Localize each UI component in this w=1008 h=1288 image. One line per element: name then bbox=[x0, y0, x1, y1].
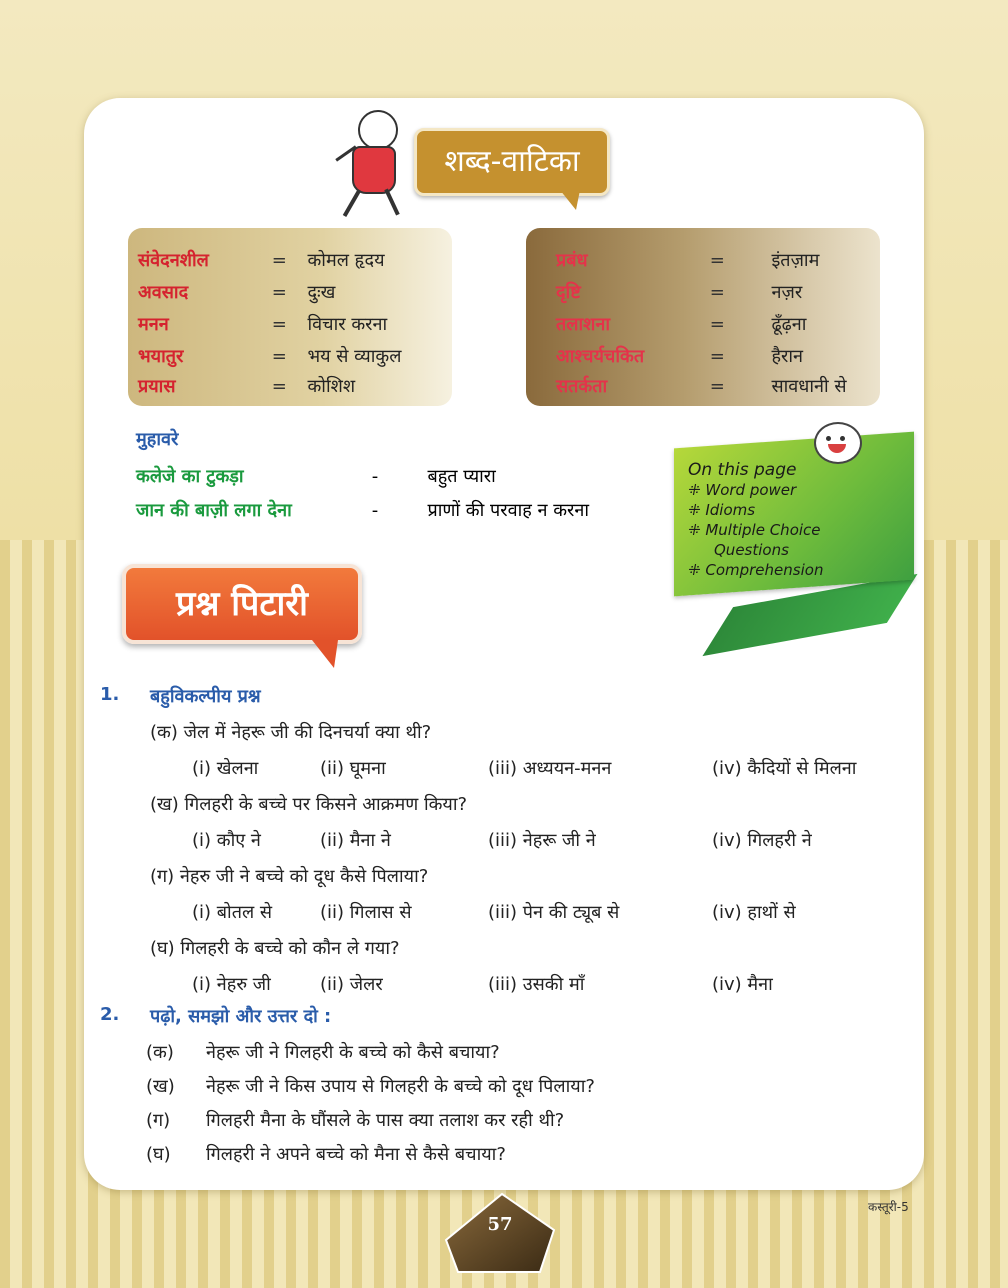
mcq-option: (ii) जेलर bbox=[320, 974, 383, 995]
banner-text bbox=[688, 460, 823, 580]
item-label: (ग) bbox=[146, 1110, 171, 1131]
comprehension-item bbox=[146, 1074, 595, 1098]
vocab-equals: = bbox=[271, 314, 287, 335]
mcq-option: (iii) उसकी माँ bbox=[488, 974, 585, 995]
item-label: (घ) bbox=[146, 1144, 171, 1165]
vocab-meaning: नज़र bbox=[771, 282, 803, 303]
vocab-meaning: विचार करना bbox=[307, 314, 388, 335]
idioms-heading: मुहावरे bbox=[136, 429, 179, 450]
vocab-word: सतर्कता bbox=[556, 376, 608, 397]
question-number: 2. bbox=[100, 1004, 120, 1025]
question-heading: बहुविकल्पीय प्रश्न bbox=[150, 686, 261, 707]
question-number: 1. bbox=[100, 684, 120, 705]
vocab-row bbox=[138, 342, 401, 372]
vocab-word: अवसाद bbox=[138, 282, 189, 303]
title-callout-tail bbox=[560, 190, 580, 210]
page-number: 57 bbox=[487, 1214, 513, 1235]
mcq-option: (iv) कैदियों से मिलना bbox=[712, 758, 857, 779]
vocab-row bbox=[138, 310, 387, 340]
vocab-word: संवेदनशील bbox=[138, 250, 209, 271]
comprehension-item bbox=[146, 1108, 564, 1132]
vocab-meaning: ढूँढ़ना bbox=[771, 314, 807, 335]
vocab-equals: = bbox=[271, 250, 287, 271]
item-text: गिलहरी ने अपने बच्चे को मैना से कैसे बचाया? bbox=[206, 1144, 506, 1165]
item-label: (क) bbox=[146, 1042, 174, 1063]
idiom-phrase: जान की बाज़ी लगा देना bbox=[136, 500, 292, 521]
vocab-word: भयातुर bbox=[138, 346, 184, 367]
mcq-option: (iii) पेन की ट्यूब से bbox=[488, 902, 620, 923]
vocab-row bbox=[138, 246, 385, 276]
mcq-question: (ख) गिलहरी के बच्चे पर किसने आक्रमण किया? bbox=[150, 794, 468, 815]
idiom-row bbox=[136, 464, 496, 488]
vocab-row bbox=[138, 372, 355, 402]
mcq-option: (iv) मैना bbox=[712, 974, 773, 995]
mcq-option: (iii) नेहरू जी ने bbox=[488, 830, 596, 851]
banner-item: ⁜ Multiple Choice bbox=[688, 521, 821, 539]
mcq-option: (ii) मैना ने bbox=[320, 830, 391, 851]
banner-item: ⁜ Idioms bbox=[688, 501, 756, 519]
item-text: नेहरू जी ने किस उपाय से गिलहरी के बच्चे को दूध पिलाया? bbox=[206, 1076, 595, 1097]
vocab-row bbox=[556, 342, 803, 372]
question-heading: पढ़ो, समझो और उत्तर दो : bbox=[150, 1006, 332, 1027]
header bbox=[330, 102, 620, 222]
comprehension-item bbox=[146, 1040, 500, 1064]
vocab-row bbox=[138, 278, 335, 308]
vocab-word: मनन bbox=[138, 314, 169, 335]
mcq-option: (iii) अध्ययन-मनन bbox=[488, 758, 612, 779]
vocab-word: दृष्टि bbox=[556, 282, 581, 303]
vocab-row bbox=[556, 278, 802, 308]
mcq-option: (i) खेलना bbox=[192, 758, 259, 779]
vocab-equals: = bbox=[709, 314, 725, 335]
item-text: नेहरू जी ने गिलहरी के बच्चे को कैसे बचाया? bbox=[206, 1042, 500, 1063]
mcq-question: (घ) गिलहरी के बच्चे को कौन ले गया? bbox=[150, 938, 400, 959]
mcq-option: (iv) गिलहरी ने bbox=[712, 830, 812, 851]
vocab-equals: = bbox=[709, 282, 725, 303]
mcq-question: (क) जेल में नेहरू जी की दिनचर्या क्या थी? bbox=[150, 722, 432, 743]
banner-title: On this page bbox=[688, 460, 797, 480]
idiom-meaning: बहुत प्यारा bbox=[427, 466, 496, 487]
comprehension-item bbox=[146, 1142, 506, 1166]
section-title: प्रश्न पिटारी bbox=[122, 564, 362, 644]
vocab-meaning: हैरान bbox=[771, 346, 804, 367]
mcq-option: (i) बोतल से bbox=[192, 902, 273, 923]
smiley-face-icon bbox=[814, 422, 862, 464]
vocab-meaning: सावधानी से bbox=[771, 376, 847, 397]
item-text: गिलहरी मैना के घौंसले के पास क्या तलाश कर रही थी? bbox=[206, 1110, 565, 1131]
vocab-meaning: कोशिश bbox=[307, 376, 356, 397]
page-number-badge bbox=[444, 1190, 556, 1274]
banner-item-continued: Questions bbox=[714, 541, 789, 559]
mcq-option: (ii) गिलास से bbox=[320, 902, 412, 923]
mcq-option: (ii) घूमना bbox=[320, 758, 386, 779]
vocab-equals: = bbox=[271, 282, 287, 303]
mcq-question: (ग) नेहरु जी ने बच्चे को दूध कैसे पिलाया? bbox=[150, 866, 429, 887]
vocab-meaning: कोमल हृदय bbox=[307, 250, 385, 271]
item-label: (ख) bbox=[146, 1076, 175, 1097]
vocab-meaning: दुःख bbox=[307, 282, 336, 303]
idiom-meaning: प्राणों की परवाह न करना bbox=[427, 500, 590, 521]
book-brand: कस्तूरी-5 bbox=[868, 1200, 909, 1214]
vocab-meaning: भय से व्याकुल bbox=[307, 346, 402, 367]
banner-item: ⁜ Comprehension bbox=[688, 561, 824, 579]
vocab-meaning: इंतज़ाम bbox=[771, 250, 820, 271]
vocab-word: प्रबंध bbox=[556, 250, 588, 271]
vocab-equals: = bbox=[709, 376, 725, 397]
mcq-option: (iv) हाथों से bbox=[712, 902, 796, 923]
vocab-equals: = bbox=[271, 346, 287, 367]
vocab-row bbox=[556, 310, 806, 340]
page-title: शब्द-वाटिका bbox=[414, 128, 610, 196]
vocab-equals: = bbox=[709, 346, 725, 367]
mcq-option: (i) कौए ने bbox=[192, 830, 261, 851]
idiom-dash: - bbox=[371, 500, 379, 521]
mcq-option: (i) नेहरु जी bbox=[192, 974, 271, 995]
vocab-word: प्रयास bbox=[138, 376, 176, 397]
vocab-row bbox=[556, 372, 847, 402]
idiom-dash: - bbox=[371, 466, 379, 487]
banner-item: ⁜ Word power bbox=[688, 481, 797, 499]
vocab-word: तलाशना bbox=[556, 314, 611, 335]
vocab-word: आश्चर्यचकित bbox=[556, 346, 645, 367]
vocab-equals: = bbox=[709, 250, 725, 271]
idiom-row bbox=[136, 498, 589, 522]
vocab-row bbox=[556, 246, 819, 276]
vocab-equals: = bbox=[271, 376, 287, 397]
section-title-tail bbox=[312, 640, 338, 668]
idiom-phrase: कलेजे का टुकड़ा bbox=[136, 466, 244, 487]
